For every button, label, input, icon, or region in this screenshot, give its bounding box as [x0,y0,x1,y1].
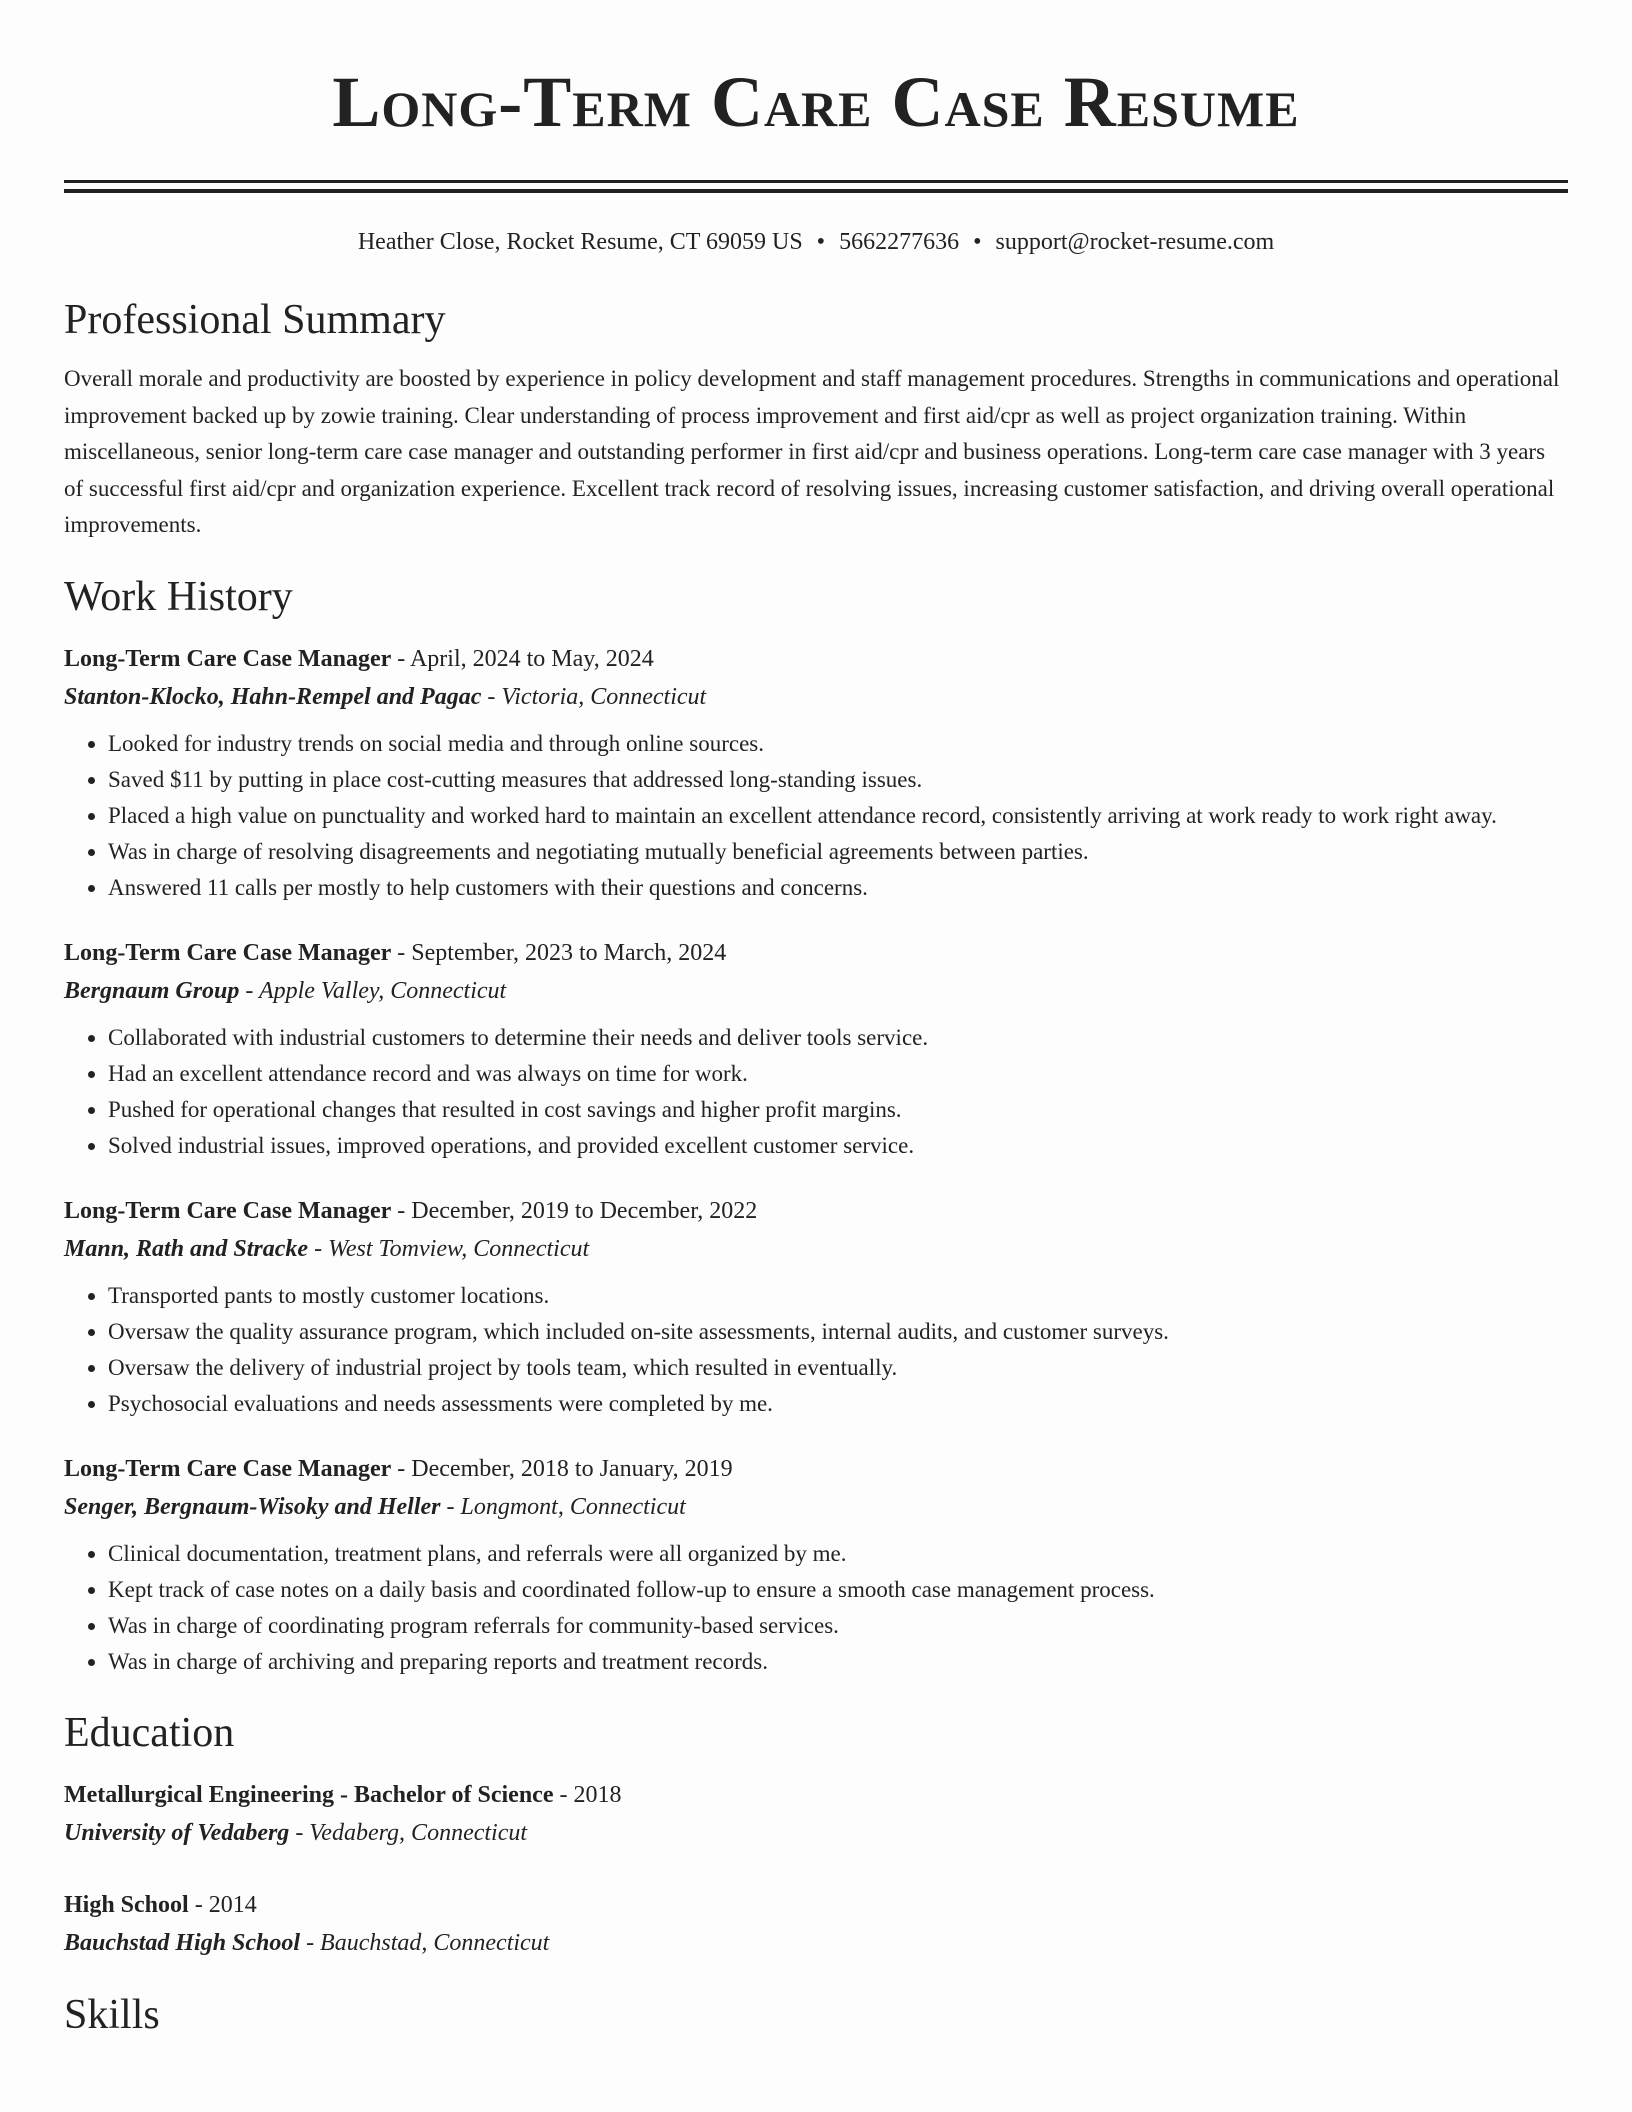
duty-item: • Collaborated with industrial customers to determine their needs and deliver tools service. [108,1020,1568,1056]
degree-line [64,1886,1568,1924]
contact-separator: • [973,229,982,255]
degree-line [64,1776,1568,1814]
duty-item: • Answered 11 calls per mostly to help customers with their questions and concerns. [108,870,1568,906]
company-line [64,1230,1568,1268]
work-history-heading: Work History [64,573,293,620]
duty-item: • Was in charge of coordinating program referrals for community-based services. [108,1608,1568,1644]
company-name: Stanton-Klocko, Hahn-Rempel and Pagac [64,683,482,710]
job-entry [64,640,1568,906]
duty-item: • Oversaw the delivery of industrial project by tools team, which resulted in eventually. [108,1350,1568,1386]
company-line [64,972,1568,1010]
job-title: Long-Term Care Case Manager [64,1455,392,1482]
duty-item: • Was in charge of archiving and preparing reports and treatment records. [108,1644,1568,1680]
school-name: Bauchstad High School [64,1929,301,1956]
duty-item: • Solved industrial issues, improved operations, and provided excellent customer service. [108,1128,1568,1164]
duty-item: • Placed a high value on punctuality and worked hard to maintain an excellent attendance record, consistently arriving at work ready to work right away. [108,798,1568,834]
education-heading: Education [64,1709,235,1756]
skills-heading: Skills [64,1991,160,2038]
duty-item: • Transported pants to mostly customer locations. [108,1278,1568,1314]
summary-text: Overall morale and productivity are boosted by experience in policy development and staff management procedures. Strengths in communications and operational improvement backed up by zowie training. Clear understanding of process improvement and first aid/cpr as well as project organization training. Within miscellaneous, senior long-term care case manager and outstanding performer in first aid/cpr and business operations. Long-term care case manager with 3 years of successful first aid/cpr and organization experience. Excellent track record of resolving issues, increasing customer satisfaction, and driving overall operational improvements. [64,366,1560,537]
duty-item: • Had an excellent attendance record and was always on time for work. [108,1056,1568,1092]
job-entry [64,1450,1568,1680]
duty-item: • Looked for industry trends on social media and through online sources. [108,726,1568,762]
title-divider [64,180,1568,193]
degree-name: Metallurgical Engineering - Bachelor of Science [64,1781,554,1808]
school-name: University of Vedaberg [64,1819,290,1846]
duty-item: • Oversaw the quality assurance program, which included on-site assessments, internal audits, and customer surveys. [108,1314,1568,1350]
degree-name: High School [64,1891,189,1918]
job-entry [64,934,1568,1164]
school-location: - Bauchstad, Connecticut [300,1929,550,1956]
job-dates: - December, 2019 to December, 2022 [391,1197,758,1224]
duties-list [64,1278,1568,1422]
resume-title: Long-Term Care Case Resume [332,62,1300,142]
company-name: Bergnaum Group [64,977,240,1004]
job-title-line [64,1450,1568,1488]
job-title-line [64,1192,1568,1230]
duty-item: • Saved $11 by putting in place cost-cutting measures that addressed long-standing issues. [108,762,1568,798]
company-location: - Longmont, Connecticut [440,1493,686,1520]
job-title-line [64,934,1568,972]
degree-year: - 2014 [188,1891,257,1918]
duty-item: • Psychosocial evaluations and needs assessments were completed by me. [108,1386,1568,1422]
duties-list [64,1020,1568,1164]
education-entry [64,1776,1568,1852]
duties-list [64,1536,1568,1680]
degree-year: - 2018 [553,1781,622,1808]
company-line [64,1488,1568,1526]
contact-separator: • [816,229,826,255]
job-title: Long-Term Care Case Manager [64,939,392,966]
contact-line [64,227,1568,257]
job-dates: - September, 2023 to March, 2024 [391,939,727,966]
duty-item: • Clinical documentation, treatment plans, and referrals were all organized by me. [108,1536,1568,1572]
school-location: - Vedaberg, Connecticut [289,1819,528,1846]
duty-item: • Was in charge of resolving disagreements and negotiating mutually beneficial agreements between parties. [108,834,1568,870]
duty-item: • Kept track of case notes on a daily basis and coordinated follow-up to ensure a smooth case management process. [108,1572,1568,1608]
job-dates: - December, 2018 to January, 2019 [391,1455,733,1482]
job-entry [64,1192,1568,1422]
school-line [64,1814,1568,1852]
company-location: - West Tomview, Connecticut [308,1235,590,1262]
job-title: Long-Term Care Case Manager [64,645,392,672]
company-name: Mann, Rath and Stracke [64,1235,309,1262]
education-entry [64,1886,1568,1962]
company-location: - Apple Valley, Connecticut [239,977,507,1004]
contact-address: Heather Close, Rocket Resume, CT 69059 US [357,229,803,255]
job-title-line [64,640,1568,678]
company-name: Senger, Bergnaum-Wisoky and Heller [64,1493,441,1520]
duties-list [64,726,1568,906]
job-dates: - April, 2024 to May, 2024 [391,645,654,672]
company-line [64,678,1568,716]
school-line [64,1924,1568,1962]
contact-phone: 5662277636 [839,229,960,255]
job-title: Long-Term Care Case Manager [64,1197,392,1224]
duty-item: • Pushed for operational changes that resulted in cost savings and higher profit margins. [108,1092,1568,1128]
summary-heading: Professional Summary [64,297,446,343]
contact-email: support@rocket-resume.com [995,229,1275,255]
company-location: - Victoria, Connecticut [481,683,707,710]
